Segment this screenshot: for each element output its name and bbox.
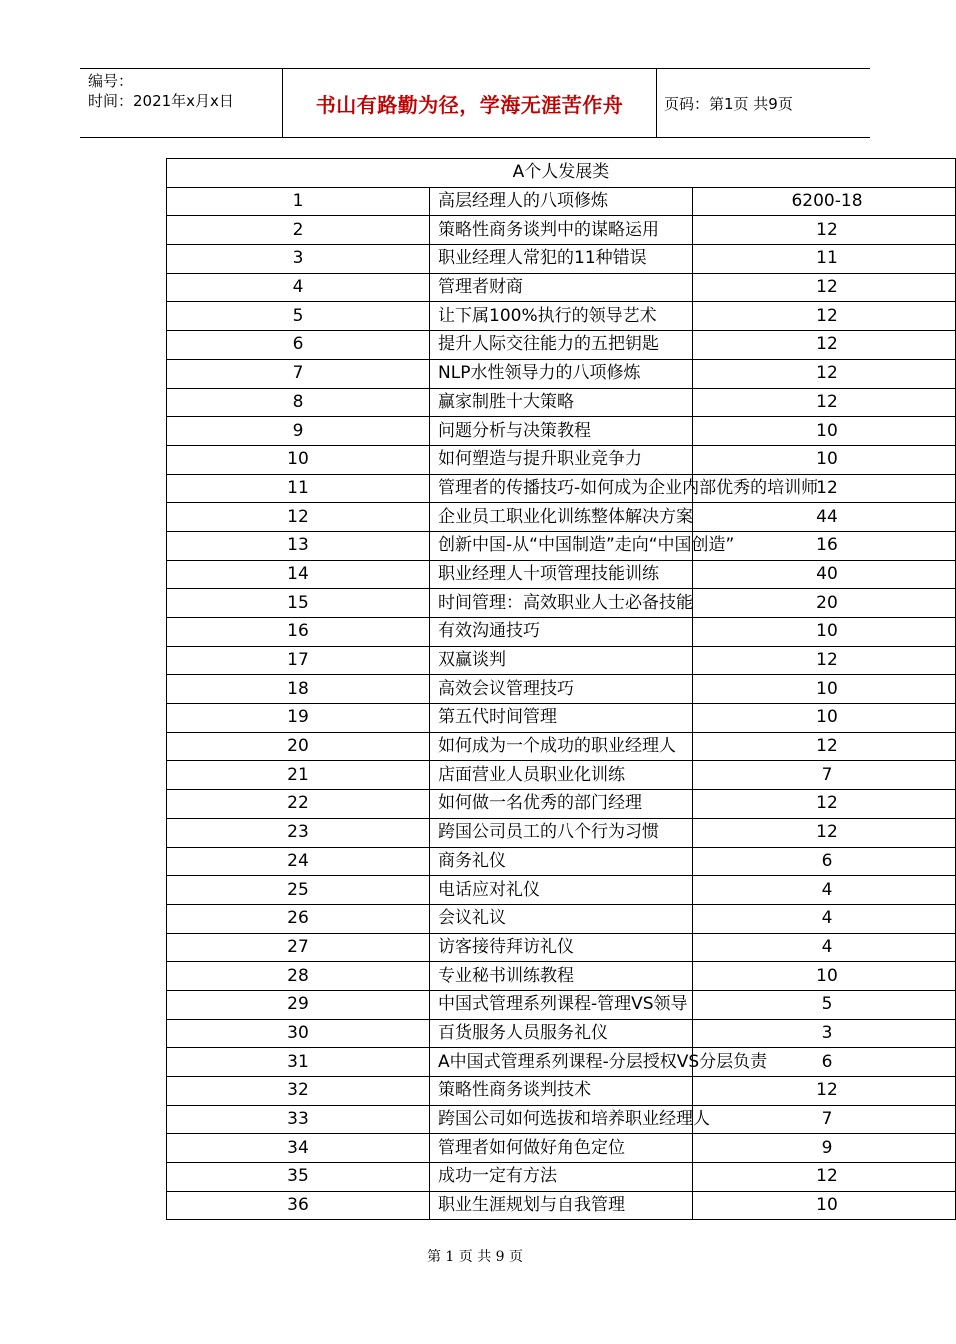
table-row	[167, 331, 956, 360]
course-title: NLP水性领导力的八项修炼	[430, 359, 693, 388]
row-number: 16	[167, 618, 430, 647]
row-number: 8	[167, 388, 430, 417]
course-title: 跨国公司如何选拔和培养职业经理人	[430, 1105, 693, 1134]
table-row	[167, 761, 956, 790]
table-row	[167, 790, 956, 819]
course-title: 如何做一名优秀的部门经理	[430, 790, 693, 819]
course-value: 10	[693, 704, 956, 733]
table-row	[167, 1163, 956, 1192]
table-row	[167, 933, 956, 962]
course-title: 高效会议管理技巧	[430, 675, 693, 704]
course-value: 6200-18	[693, 187, 956, 216]
table-row	[167, 1191, 956, 1220]
course-value: 20	[693, 589, 956, 618]
course-title: 电话应对礼仪	[430, 876, 693, 905]
header-meta	[88, 71, 234, 111]
course-title: 店面营业人员职业化训练	[430, 761, 693, 790]
course-title: 让下属100%执行的领导艺术	[430, 302, 693, 331]
row-number: 14	[167, 560, 430, 589]
row-number: 15	[167, 589, 430, 618]
row-number: 25	[167, 876, 430, 905]
course-value: 12	[693, 474, 956, 503]
course-title: 专业秘书训练教程	[430, 962, 693, 991]
table-row	[167, 1134, 956, 1163]
table-row	[167, 876, 956, 905]
course-value: 4	[693, 876, 956, 905]
course-title: 问题分析与决策教程	[430, 417, 693, 446]
row-number: 34	[167, 1134, 430, 1163]
course-title: 如何塑造与提升职业竞争力	[430, 445, 693, 474]
course-title: 时间管理：高效职业人士必备技能	[430, 589, 693, 618]
course-value: 6	[693, 1048, 956, 1077]
row-number: 27	[167, 933, 430, 962]
course-value: 5	[693, 990, 956, 1019]
course-value: 3	[693, 1019, 956, 1048]
course-value: 10	[693, 1191, 956, 1220]
course-value: 12	[693, 302, 956, 331]
table-row	[167, 560, 956, 589]
row-number: 20	[167, 732, 430, 761]
course-title: 第五代时间管理	[430, 704, 693, 733]
course-title: 管理者的传播技巧-如何成为企业内部优秀的培训师	[430, 474, 693, 503]
table-row	[167, 474, 956, 503]
course-title: 创新中国-从“中国制造”走向“中国创造”	[430, 531, 693, 560]
row-number: 12	[167, 503, 430, 532]
table-row	[167, 962, 956, 991]
row-number: 29	[167, 990, 430, 1019]
table-row	[167, 646, 956, 675]
table-row	[167, 503, 956, 532]
course-title: 策略性商务谈判中的谋略运用	[430, 216, 693, 245]
course-title: 高层经理人的八项修炼	[430, 187, 693, 216]
header-page-number: 页码：第1页 共9页	[664, 95, 793, 113]
table-row	[167, 732, 956, 761]
table-row	[167, 445, 956, 474]
course-title: 有效沟通技巧	[430, 618, 693, 647]
row-number: 22	[167, 790, 430, 819]
table-row	[167, 1105, 956, 1134]
row-number: 13	[167, 531, 430, 560]
row-number: 23	[167, 818, 430, 847]
table-row	[167, 417, 956, 446]
course-value: 10	[693, 675, 956, 704]
course-value: 12	[693, 790, 956, 819]
table-row	[167, 216, 956, 245]
page-footer: 第 1 页 共 9 页	[426, 1249, 524, 1265]
row-number: 10	[167, 445, 430, 474]
row-number: 5	[167, 302, 430, 331]
course-title: 百货服务人员服务礼仪	[430, 1019, 693, 1048]
table-row	[167, 359, 956, 388]
header-divider	[656, 69, 657, 137]
course-value: 9	[693, 1134, 956, 1163]
course-value: 12	[693, 359, 956, 388]
course-value: 4	[693, 933, 956, 962]
course-title: 中国式管理系列课程-管理VS领导	[430, 990, 693, 1019]
course-value: 44	[693, 503, 956, 532]
row-number: 26	[167, 904, 430, 933]
course-title: 双赢谈判	[430, 646, 693, 675]
row-number: 21	[167, 761, 430, 790]
course-title: 跨国公司员工的八个行为习惯	[430, 818, 693, 847]
row-number: 28	[167, 962, 430, 991]
document-time-label: 时间：2021年x月x日	[88, 92, 234, 110]
row-number: 33	[167, 1105, 430, 1134]
row-number: 18	[167, 675, 430, 704]
table-row	[167, 1077, 956, 1106]
row-number: 31	[167, 1048, 430, 1077]
row-number: 7	[167, 359, 430, 388]
table-row	[167, 302, 956, 331]
row-number: 17	[167, 646, 430, 675]
course-title: 职业经理人十项管理技能训练	[430, 560, 693, 589]
course-value: 7	[693, 761, 956, 790]
table-row	[167, 273, 956, 302]
table-row	[167, 187, 956, 216]
category-row	[167, 159, 956, 188]
row-number: 1	[167, 187, 430, 216]
course-title: 提升人际交往能力的五把钥匙	[430, 331, 693, 360]
table-row	[167, 388, 956, 417]
course-value: 12	[693, 273, 956, 302]
course-value: 12	[693, 216, 956, 245]
course-value: 12	[693, 388, 956, 417]
table-row	[167, 904, 956, 933]
table-row	[167, 245, 956, 274]
table-row	[167, 847, 956, 876]
table-row	[167, 818, 956, 847]
course-value: 4	[693, 904, 956, 933]
row-number: 9	[167, 417, 430, 446]
course-table-container	[166, 158, 950, 1220]
course-value: 10	[693, 618, 956, 647]
table-row	[167, 675, 956, 704]
table-row	[167, 1019, 956, 1048]
course-title: 赢家制胜十大策略	[430, 388, 693, 417]
course-value: 11	[693, 245, 956, 274]
course-title: 成功一定有方法	[430, 1163, 693, 1192]
course-value: 40	[693, 560, 956, 589]
course-title: 企业员工职业化训练整体解决方案	[430, 503, 693, 532]
header-motto: 书山有路勤为径，学海无涯苦作舟	[315, 93, 624, 117]
course-title: 策略性商务谈判技术	[430, 1077, 693, 1106]
course-title: 访客接待拜访礼仪	[430, 933, 693, 962]
course-title: 管理者财商	[430, 273, 693, 302]
row-number: 11	[167, 474, 430, 503]
table-row	[167, 589, 956, 618]
row-number: 36	[167, 1191, 430, 1220]
course-title: A中国式管理系列课程-分层授权VS分层负责	[430, 1048, 693, 1077]
page-header	[80, 68, 870, 138]
course-value: 16	[693, 531, 956, 560]
course-value: 10	[693, 445, 956, 474]
table-row	[167, 1048, 956, 1077]
course-title: 管理者如何做好角色定位	[430, 1134, 693, 1163]
course-value: 6	[693, 847, 956, 876]
table-row	[167, 990, 956, 1019]
course-title: 职业生涯规划与自我管理	[430, 1191, 693, 1220]
table-row	[167, 704, 956, 733]
document-number-label: 编号：	[88, 72, 134, 90]
category-title: A个人发展类	[167, 159, 956, 188]
row-number: 2	[167, 216, 430, 245]
course-title: 如何成为一个成功的职业经理人	[430, 732, 693, 761]
row-number: 6	[167, 331, 430, 360]
row-number: 32	[167, 1077, 430, 1106]
table-row	[167, 531, 956, 560]
row-number: 35	[167, 1163, 430, 1192]
course-value: 10	[693, 417, 956, 446]
row-number: 19	[167, 704, 430, 733]
row-number: 4	[167, 273, 430, 302]
course-value: 12	[693, 1077, 956, 1106]
course-value: 12	[693, 646, 956, 675]
row-number: 30	[167, 1019, 430, 1048]
course-value: 7	[693, 1105, 956, 1134]
course-value: 12	[693, 331, 956, 360]
course-value: 12	[693, 1163, 956, 1192]
course-table	[166, 158, 956, 1220]
course-value: 10	[693, 962, 956, 991]
course-value: 12	[693, 818, 956, 847]
course-title: 会议礼议	[430, 904, 693, 933]
row-number: 3	[167, 245, 430, 274]
course-value: 12	[693, 732, 956, 761]
row-number: 24	[167, 847, 430, 876]
course-title: 商务礼仪	[430, 847, 693, 876]
table-row	[167, 618, 956, 647]
course-title: 职业经理人常犯的11种错误	[430, 245, 693, 274]
